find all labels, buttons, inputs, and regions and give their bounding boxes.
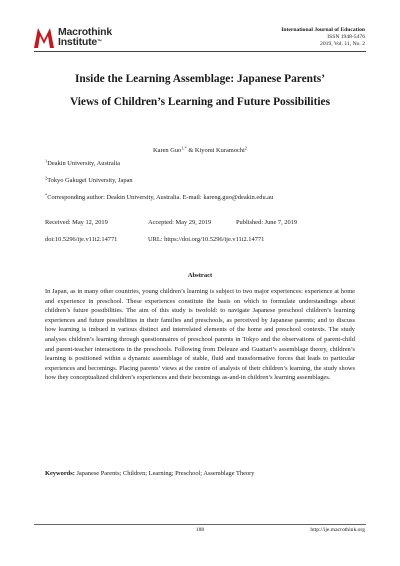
date-received: Received: May 12, 2019 — [45, 219, 108, 226]
publisher-logo — [34, 25, 112, 49]
author-joiner: & — [186, 147, 195, 154]
date-published: Published: June 7, 2019 — [236, 219, 298, 226]
macrothink-logo-icon — [34, 26, 54, 48]
author-list — [40, 147, 360, 154]
publisher-name-line2: Institute — [58, 36, 98, 48]
author-1-marker: 1,* — [181, 145, 187, 151]
journal-website-link[interactable]: http://ije.macrothink.org — [310, 527, 365, 533]
affiliation-2-mark: 2 — [45, 175, 48, 181]
corresponding-mark: * — [45, 192, 48, 198]
affiliation-1-text: Deakin University, Australia — [47, 160, 121, 167]
affiliation-2 — [45, 177, 360, 185]
trademark-symbol: ™ — [97, 39, 102, 45]
keywords-text: Japanese Parents; Children; Learning; Preschool; Assemblage Theory — [76, 470, 255, 477]
publisher-name — [58, 27, 112, 48]
author-2-marker: 2 — [244, 145, 247, 151]
author-1: Karen Guo — [153, 147, 182, 154]
affiliation-2-text: Tokyo Gakugei University, Japan — [47, 177, 133, 184]
journal-name: International Journal of Education — [281, 27, 365, 33]
doi-text: doi:10.5296/ije.v11i2.14771 — [45, 236, 118, 243]
keywords-label: Keywords: — [45, 470, 75, 477]
page-number: 188 — [195, 527, 205, 533]
publisher-name-line1: Macrothink — [58, 25, 113, 38]
affiliation-1-mark: 1 — [45, 158, 48, 164]
author-2: Kiyomi Kuramochi — [194, 147, 245, 154]
keywords-line — [45, 470, 355, 477]
footer-rule — [34, 524, 366, 525]
abstract-heading: Abstract — [187, 272, 213, 279]
article-title — [40, 68, 360, 114]
journal-info — [281, 27, 365, 49]
publisher-name-line2-wrap — [58, 37, 112, 48]
corresponding-author-text: Corresponding author: Deakin University, Australia. E-mail: kareng.guo@deakin.edu.au — [47, 194, 274, 201]
journal-issn: ISSN 1948-5476 — [327, 34, 365, 41]
affiliation-1 — [45, 160, 360, 168]
article-identifiers — [45, 236, 264, 243]
corresponding-author — [45, 194, 360, 202]
journal-volume: 2019, Vol. 11, No. 2 — [320, 41, 365, 48]
publication-dates — [45, 219, 297, 226]
abstract-body: In Japan, as in many other countries, young children’s learning is subject to two major experiences: experience at home and experience in preschool. These experiences constitute the basis on which to formulate understandings about children’s future possibilities. The aim of this study is twofold: to navigate Japanese preschool children’s learning experiences and future possibilities in their families and preschools, as perceived by Japanese parents; and to discuss how learning is imbued in various distinct and interrelated elements of the home and preschool contexts. The study analyses children’s learning through questionnaires of preschool parents in Tokyo and the observations of parent-child and parent-teacher interactions in the preschools. Following from Deleuze and Guattari’s assemblage theory, children’s learning is positioned within a dynamic assemblage of stable, fluid and transformative forces that leads to particular experiences and becomings. Placing parents’ views at the centre of analysis of their children’s learning, the study shows how they conceptualized children’s experiences and their becomings as-and-in children’s learning assemblages. — [45, 288, 355, 382]
header-rule — [34, 51, 366, 52]
date-accepted: Accepted: May 29, 2019 — [148, 219, 212, 226]
title-line-1: Inside the Learning Assemblage: Japanese Parents’ — [74, 73, 326, 85]
title-line-2: Views of Children’s Learning and Future Possibilities — [69, 96, 331, 108]
doi-url-link[interactable]: URL: https://doi.org/10.5296/ije.v11i2.14771 — [148, 236, 265, 243]
